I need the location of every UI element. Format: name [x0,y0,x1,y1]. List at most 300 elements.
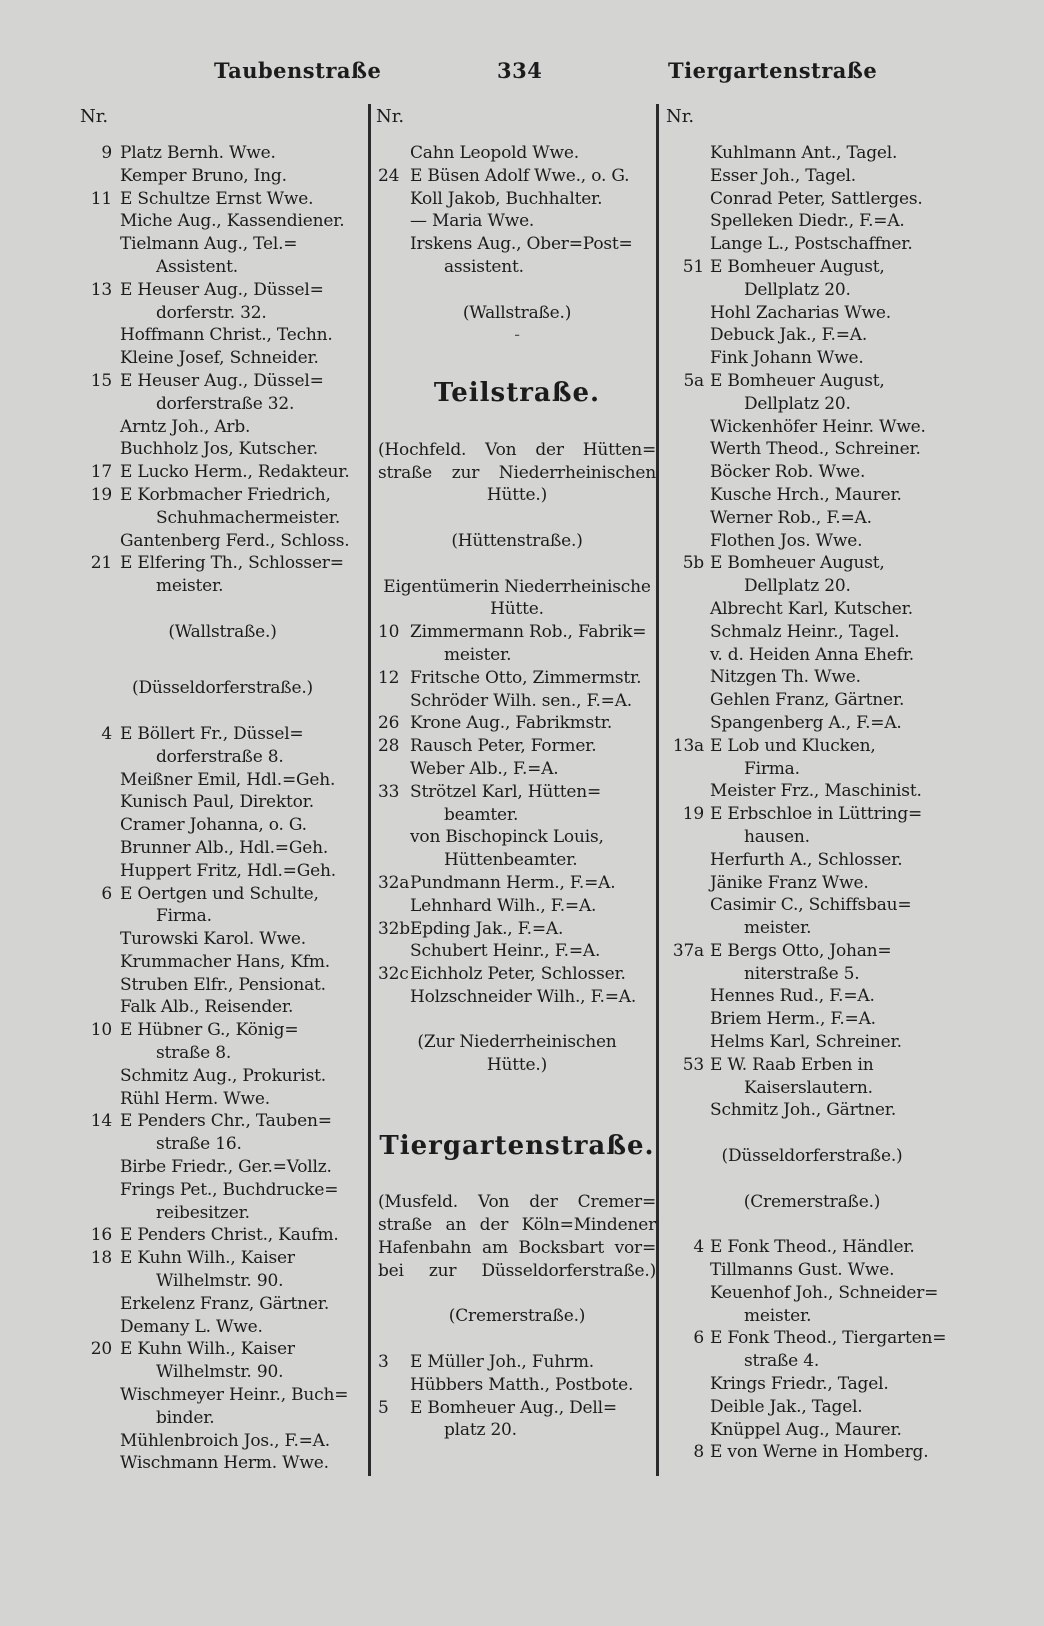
entry-text: Schmalz Heinr., Tagel. [710,621,900,642]
directory-entry [80,951,365,974]
entry-continuation [80,393,365,416]
entry-text: Pundmann Herm., F.=A. [410,872,616,893]
entry-text: v. d. Heiden Anna Ehefr. [710,644,914,665]
entry-text: Koll Jakob, Buchhalter. [410,188,603,209]
entry-text: Epding Jak., F.=A. [410,918,564,939]
directory-entry [668,1259,956,1282]
directory-entry [80,974,365,997]
entry-text: Wischmeyer Heinr., Buch= [120,1385,349,1406]
entry-text: Briem Herm., F.=A. [710,1009,876,1030]
directory-entry [668,644,956,667]
house-number: 24 [378,165,400,186]
house-number: 13a [672,735,704,756]
section-note: (Hochfeld. Von der Hütten= [378,439,656,460]
entry-text: Fritsche Otto, Zimmermstr. [410,667,642,688]
entry-continuation [668,1305,956,1328]
house-number: 10 [378,622,400,643]
entry-text: Albrecht Karl, Kutscher. [710,598,913,619]
entry-text: Eichholz Peter, Schlosser. [410,964,626,985]
entry-text: E Heuser Aug., Düssel= [120,370,324,391]
blank-line [378,1100,656,1123]
column-1 [80,142,365,1475]
entry-text: Dellplatz 20. [744,576,851,597]
entry-text: Cramer Johanna, o. G. [120,815,307,836]
entry-text: platz 20. [444,1420,517,1441]
entry-text: Hohl Zacharias Wwe. [710,302,891,323]
directory-entry [378,1374,656,1397]
directory-entry [668,461,956,484]
directory-entry [80,233,365,256]
entry-text: Kleine Josef, Schneider. [120,348,319,369]
directory-entry [80,416,365,439]
directory-entry [80,769,365,792]
entry-text: Frings Pet., Buchdrucke= [120,1179,339,1200]
directory-entry [80,1316,365,1339]
section-note: (Wallstraße.) [462,302,572,323]
blank-line [80,598,365,621]
entry-text: Irskens Aug., Ober=Post= [410,234,633,255]
entry-continuation [80,1133,365,1156]
entry-text: Turowski Karol. Wwe. [120,929,306,950]
entry-text: niterstraße 5. [744,963,860,984]
directory-entry [378,142,656,165]
entry-text: Meißner Emil, Hdl.=Geh. [120,769,336,790]
entry-text: E Elfering Th., Schlosser= [120,553,344,574]
entry-continuation [80,256,365,279]
entry-text: E Büsen Adolf Wwe., o. G. [410,165,630,186]
directory-entry [80,1065,365,1088]
directory-entry [668,347,956,370]
house-number: 37a [672,940,704,961]
directory-entry [378,690,656,713]
entry-text: Wilhelmstr. 90. [156,1362,284,1383]
house-number: 20 [90,1339,112,1360]
directory-entry [378,210,656,233]
entry-text: Böcker Rob. Wwe. [710,462,866,483]
directory-entry [668,1054,956,1077]
entry-text: Mühlenbroich Jos., F.=A. [120,1430,330,1451]
entry-text: Struben Elfr., Pensionat. [120,974,326,995]
entry-text: Strötzel Karl, Hütten= [410,781,602,802]
directory-entry [668,1419,956,1442]
entry-text: Tillmanns Gust. Wwe. [710,1260,895,1281]
entry-text: Falk Alb., Reisender. [120,997,294,1018]
entry-continuation [80,507,365,530]
entry-text: E Kuhn Wilh., Kaiser [120,1248,295,1269]
house-number: 19 [682,804,704,825]
entry-continuation [80,1270,365,1293]
blank-line [80,700,365,723]
directory-entry [668,370,956,393]
entry-text: Miche Aug., Kassendiener. [120,211,345,232]
directory-entry [80,438,365,461]
entry-text: meister. [744,918,812,939]
directory-entry [668,142,956,165]
entry-text: Schröder Wilh. sen., F.=A. [410,690,632,711]
entry-continuation [668,826,956,849]
house-number: 32a [378,872,410,893]
directory-entry [668,1282,956,1305]
entry-text: Cahn Leopold Wwe. [410,143,579,163]
entry-text: Kuhlmann Ant., Tagel. [710,143,898,163]
entry-text: Kusche Hrch., Maurer. [710,484,902,505]
entry-text: dorferstr. 32. [156,302,267,323]
entry-continuation [80,302,365,325]
entry-text: hausen. [744,826,810,847]
entry-text: Jänike Franz Wwe. [710,872,869,893]
entry-continuation [668,1350,956,1373]
entry-text: meister. [156,576,224,597]
blank-line [378,553,656,576]
directory-entry [80,837,365,860]
running-head-right: Tiergartenstraße [668,58,878,83]
entry-continuation [378,644,656,667]
directory-entry [378,781,656,804]
directory-entry [80,928,365,951]
house-number: 15 [90,370,112,391]
page-number: 334 [497,58,543,83]
running-head-left: Taubenstraße [214,58,382,83]
entry-text: Nitzgen Th. Wwe. [710,667,861,688]
entry-text: Keuenhof Joh., Schneider= [710,1282,939,1303]
house-number: 19 [90,484,112,505]
entry-text: Hennes Rud., F.=A. [710,986,875,1007]
entry-text: straße 16. [156,1134,242,1155]
entry-text: Hübbers Matth., Postbote. [410,1374,634,1395]
entry-text: dorferstraße 32. [156,393,295,414]
directory-entry [378,712,656,735]
entry-text: Meister Frz., Maschinist. [710,781,922,802]
entry-text: Gantenberg Ferd., Schloss. [120,530,350,551]
house-number: 3 [378,1352,389,1373]
entry-continuation [80,905,365,928]
entry-text: Weber Alb., F.=A. [410,758,559,779]
entry-text: Kaiserslautern. [744,1077,873,1098]
entry-text: straße 4. [744,1351,820,1372]
entry-continuation [80,1407,365,1430]
entry-text: E Penders Christ., Kaufm. [120,1225,339,1246]
entry-text: Platz Bernh. Wwe. [120,143,276,163]
blank-line [378,1077,656,1100]
directory-entry [80,210,365,233]
section-note: Hütte.) [486,485,548,506]
entry-text: E Bergs Otto, Johan= [710,940,892,961]
house-number: 14 [90,1111,112,1132]
entry-text: Hoffmann Christ., Techn. [120,325,333,346]
directory-entry [668,803,956,826]
directory-entry [668,985,956,1008]
blank-line [378,279,656,302]
entry-text: Wilhelmstr. 90. [156,1271,284,1292]
house-number: 21 [90,553,112,574]
directory-entry [378,872,656,895]
entry-text: Spelleken Diedr., F.=A. [710,211,905,232]
entry-text: Schubert Heinr., F.=A. [410,941,601,962]
directory-entry [668,1099,956,1122]
directory-entry [80,1110,365,1133]
directory-entry [668,1008,956,1031]
entry-text: Gehlen Franz, Gärtner. [710,690,905,711]
column-3-nr-label: Nr. [666,106,695,127]
directory-entry [668,530,956,553]
directory-entry [668,1373,956,1396]
directory-entry [668,940,956,963]
directory-entry [668,256,956,279]
entry-text: Krings Friedr., Tagel. [710,1374,889,1395]
house-number: 4 [693,1237,704,1258]
entry-text: Schmitz Aug., Prokurist. [120,1065,326,1086]
section-note: bei zur Düsseldorferstraße.) [378,1260,656,1281]
blank-line [378,347,656,370]
entry-text: straße 8. [156,1043,232,1064]
entry-text: Flothen Jos. Wwe. [710,530,863,551]
directory-entry [378,986,656,1009]
section-note: (Cremerstraße.) [743,1191,881,1212]
directory-entry [668,872,956,895]
entry-text: E Heuser Aug., Düssel= [120,279,324,300]
entry-text: E Lucko Herm., Redakteur. [120,462,350,483]
section-note: Hütte.) [486,1055,548,1076]
directory-entry [668,552,956,575]
directory-entry [668,1396,956,1419]
entry-text: E Schultze Ernst Wwe. [120,188,314,209]
entry-text: Wischmann Herm. Wwe. [120,1453,329,1474]
directory-entry [80,883,365,906]
directory-entry [80,1224,365,1247]
house-number: 53 [682,1054,704,1075]
entry-text: Firma. [156,906,212,927]
entry-text: E Erbschloe in Lüttring= [710,804,923,825]
entry-continuation [80,1202,365,1225]
house-number: 11 [90,188,112,209]
entry-text: Debuck Jak., F.=A. [710,325,868,346]
entry-text: Rausch Peter, Former. [410,736,597,757]
entry-text: Tielmann Aug., Tel.= [120,234,298,255]
entry-text: E Bomheuer August, [710,256,885,277]
directory-entry [80,1156,365,1179]
entry-text: Krone Aug., Fabrikmstr. [410,713,613,734]
entry-continuation [378,804,656,827]
directory-entry [378,918,656,941]
directory-entry [668,712,956,735]
directory-entry [378,826,656,849]
directory-entry [668,210,956,233]
directory-entry [378,758,656,781]
blank-line [378,1283,656,1306]
directory-entry [668,666,956,689]
directory-entry [378,165,656,188]
house-number: 16 [90,1225,112,1246]
entry-continuation [378,849,656,872]
house-number: 5a [683,370,704,391]
directory-entry [668,302,956,325]
section-note: Hafenbahn am Bocksbart vor= [378,1238,656,1259]
house-number: 4 [101,723,112,744]
street-title: Teilstraße. [433,377,601,408]
entry-text: dorferstraße 8. [156,746,284,767]
section-note: straße zur Niederrheinischen [378,462,656,483]
street-title: Tiergartenstraße. [379,1130,655,1161]
house-number: 13 [90,279,112,300]
entry-text: E Müller Joh., Fuhrm. [410,1352,594,1373]
entry-text: reibesitzer. [156,1202,250,1223]
directory-entry [80,1384,365,1407]
blank-line [378,416,656,439]
entry-text: binder. [156,1407,215,1428]
directory-entry [80,860,365,883]
directory-entry [80,1179,365,1202]
section-note: (Musfeld. Von der Cremer= [378,1192,656,1213]
entry-text: Buchholz Jos, Kutscher. [120,439,318,460]
house-number: 51 [682,256,704,277]
blank-line [80,644,365,667]
directory-entry [668,438,956,461]
blank-line [668,1122,956,1145]
entry-text: Lehnhard Wilh., F.=A. [410,895,597,916]
house-number: 18 [90,1248,112,1269]
directory-entry [668,507,956,530]
directory-entry [668,849,956,872]
directory-entry [80,484,365,507]
house-number: 28 [378,736,400,757]
entry-text: Fink Johann Wwe. [710,348,864,369]
directory-entry [668,1031,956,1054]
directory-entry [668,1327,956,1350]
entry-continuation [80,1361,365,1384]
directory-entry [378,735,656,758]
blank-line [668,1213,956,1236]
entry-text: Casimir C., Schiffsbau= [710,895,912,916]
section-note: (Cremerstraße.) [448,1306,586,1327]
entry-text: Kunisch Paul, Direktor. [120,792,314,813]
entry-text: Arntz Joh., Arb. [120,416,251,437]
directory-entry [378,1397,656,1420]
entry-continuation [80,746,365,769]
directory-entry [668,894,956,917]
entry-text: beamter. [444,804,519,825]
entry-continuation [668,393,956,416]
entry-continuation [80,575,365,598]
directory-entry [80,347,365,370]
entry-text: Spangenberg A., F.=A. [710,712,902,733]
directory-entry [80,723,365,746]
entry-text: E Korbmacher Friedrich, [120,484,331,505]
column-3 [668,142,956,1464]
entry-text: Demany L. Wwe. [120,1316,263,1337]
entry-text: E Kuhn Wilh., Kaiser [120,1339,295,1360]
entry-text: E W. Raab Erben in [710,1054,874,1075]
entry-text: Kemper Bruno, Ing. [120,165,287,186]
house-number: 8 [693,1442,704,1463]
column-2-nr-label: Nr. [376,106,405,127]
entry-text: E Penders Chr., Tauben= [120,1111,332,1132]
entry-continuation [668,758,956,781]
directory-entry [80,1019,365,1042]
directory-entry [668,735,956,758]
directory-entry [378,940,656,963]
entry-continuation [80,1042,365,1065]
entry-text: meister. [744,1305,812,1326]
section-note: Eigentümerin Niederrheinische [383,576,651,597]
directory-entry [378,621,656,644]
section-note: (Düsseldorferstraße.) [132,678,313,699]
blank-line [378,1328,656,1351]
directory-entry [80,530,365,553]
entry-text: Deible Jak., Tagel. [710,1396,863,1417]
section-note: straße an der Köln=Mindener [378,1215,656,1236]
entry-text: Wickenhöfer Heinr. Wwe. [710,416,926,437]
directory-entry [378,667,656,690]
directory-entry [378,1351,656,1374]
entry-text: Rühl Herm. Wwe. [120,1088,270,1109]
entry-text: Helms Karl, Schreiner. [710,1032,902,1053]
entry-text: Schuhmachermeister. [156,507,341,528]
entry-text: E Böllert Fr., Düssel= [120,723,304,744]
directory-entry [80,142,365,165]
entry-continuation [378,256,656,279]
blank-line [80,666,365,677]
house-number: 5 [378,1397,389,1418]
directory-entry [668,780,956,803]
house-number: 12 [378,667,400,688]
entry-text: Conrad Peter, Sattlerges. [710,188,923,209]
blank-line [378,1169,656,1192]
directory-entry [80,188,365,211]
entry-text: Firma. [744,758,800,779]
entry-text: Hüttenbeamter. [444,850,578,871]
house-number: 6 [101,883,112,904]
entry-continuation [668,917,956,940]
entry-text: Herfurth A., Schlosser. [710,849,903,870]
column-1-nr-label: Nr. [80,106,109,127]
directory-entry [378,233,656,256]
blank-line [378,1009,656,1032]
directory-entry [80,461,365,484]
entry-text: Schmitz Joh., Gärtner. [710,1100,897,1121]
entry-text: Erkelenz Franz, Gärtner. [120,1293,330,1314]
directory-entry [80,324,365,347]
directory-entry [668,416,956,439]
entry-text: E Fonk Theod., Händler. [710,1237,915,1258]
entry-continuation [668,575,956,598]
entry-text: Huppert Fritz, Hdl.=Geh. [120,860,336,881]
entry-text: Zimmermann Rob., Fabrik= [410,622,647,643]
house-number: 32c [378,964,409,985]
blank-line [378,507,656,530]
section-note: (Wallstraße.) [168,621,277,642]
entry-text: meister. [444,644,512,665]
house-number: 26 [378,713,400,734]
entry-continuation [668,963,956,986]
directory-entry [668,484,956,507]
entry-text: E Bomheuer August, [710,553,885,574]
entry-text: von Bischopinck Louis, [410,827,604,848]
entry-text: E Oertgen und Schulte, [120,883,319,904]
section-note: (Hüttenstraße.) [451,530,583,551]
directory-entry [668,165,956,188]
entry-text: Lange L., Postschaffner. [710,234,913,255]
directory-entry [378,963,656,986]
column-divider [368,104,371,1476]
entry-text: Holzschneider Wilh., F.=A. [410,986,637,1007]
directory-entry [668,324,956,347]
separator-dash: - [514,325,520,346]
directory-entry [80,370,365,393]
directory-entry [80,552,365,575]
house-number: 10 [90,1020,112,1041]
entry-text: Werth Theod., Schreiner. [710,439,921,460]
entry-text: E Fonk Theod., Tiergarten= [710,1328,947,1349]
